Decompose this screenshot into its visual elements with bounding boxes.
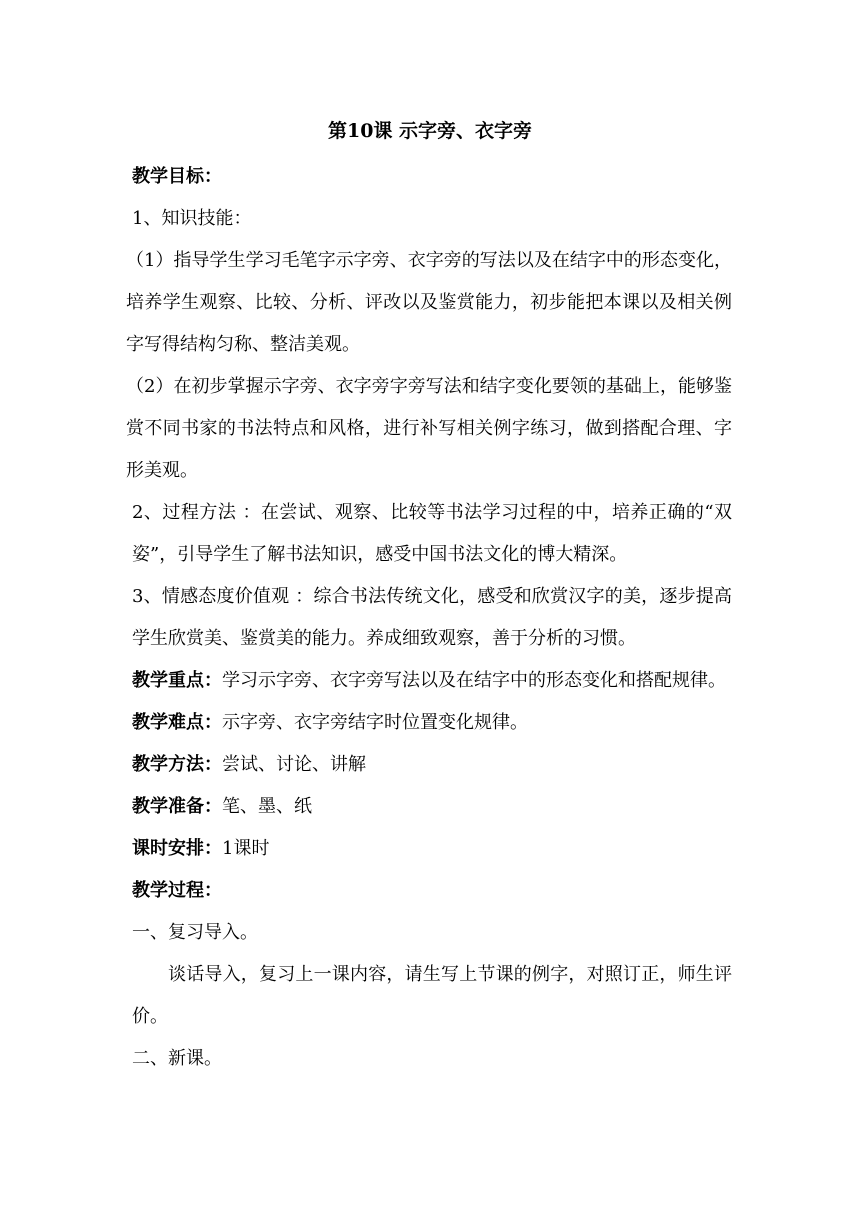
schedule-paragraph	[132, 828, 732, 870]
methods-text: 尝试、讨论、讲解	[222, 754, 366, 775]
knowledge-point-1: （1）指导学生学习毛笔字示字旁、衣字旁的写法以及在结字中的形态变化，培养学生观察、比较、分析、评改以及鉴赏能力，初步能把本课以及相关例字写得结构匀称、整洁美观。	[126, 250, 732, 355]
difficulties-text: 示字旁、衣字旁结字时位置变化规律。	[222, 712, 528, 733]
methods-label: 教学方法：	[132, 754, 222, 775]
step-1-heading: 一、复习导入。	[132, 922, 258, 943]
step-2-heading: 二、新课。	[132, 1048, 222, 1069]
key-points-paragraph	[132, 660, 732, 702]
lesson-title: 第10课 示字旁、衣字旁	[327, 120, 533, 142]
knowledge-point-2: （2）在初步掌握示字旁、衣字旁字旁写法和结字变化要领的基础上，能够鉴赏不同书家的书法特点和风格，进行补写相关例字练习，做到搭配合理、字形美观。	[126, 376, 732, 481]
difficulties-paragraph	[132, 702, 732, 744]
key-points-text: 学习示字旁、衣字旁写法以及在结字中的形态变化和搭配规律。	[222, 670, 726, 691]
schedule-label: 课时安排：	[132, 838, 222, 859]
emotion-value-paragraph: 3、情感态度价值观 ：综合书法传统文化，感受和欣赏汉字的美，逐步提高学生欣赏美、鉴赏美的能力。养成细致观察，善于分析的习惯。	[132, 586, 732, 649]
process-heading: 教学过程：	[132, 880, 222, 901]
preparation-label: 教学准备：	[132, 796, 222, 817]
preparation-paragraph	[132, 786, 732, 828]
lesson-plan-body	[126, 156, 732, 1080]
key-points-label: 教学重点：	[132, 670, 222, 691]
difficulties-label: 教学难点：	[132, 712, 222, 733]
methods-paragraph	[132, 744, 732, 786]
knowledge-heading: 1、知识技能：	[132, 208, 252, 229]
process-method-paragraph: 2、过程方法 ：在尝试、观察、比较等书法学习过程的中，培养正确的“双姿”，引导学生了解书法知识，感受中国书法文化的博大精深。	[132, 502, 732, 565]
schedule-text: 1课时	[222, 838, 270, 859]
preparation-text: 笔、墨、纸	[222, 796, 312, 817]
step-1-text: 谈话导入，复习上一课内容，请生写上节课的例字，对照订正，师生评价。	[132, 964, 732, 1027]
objectives-heading: 教学目标：	[132, 166, 222, 187]
